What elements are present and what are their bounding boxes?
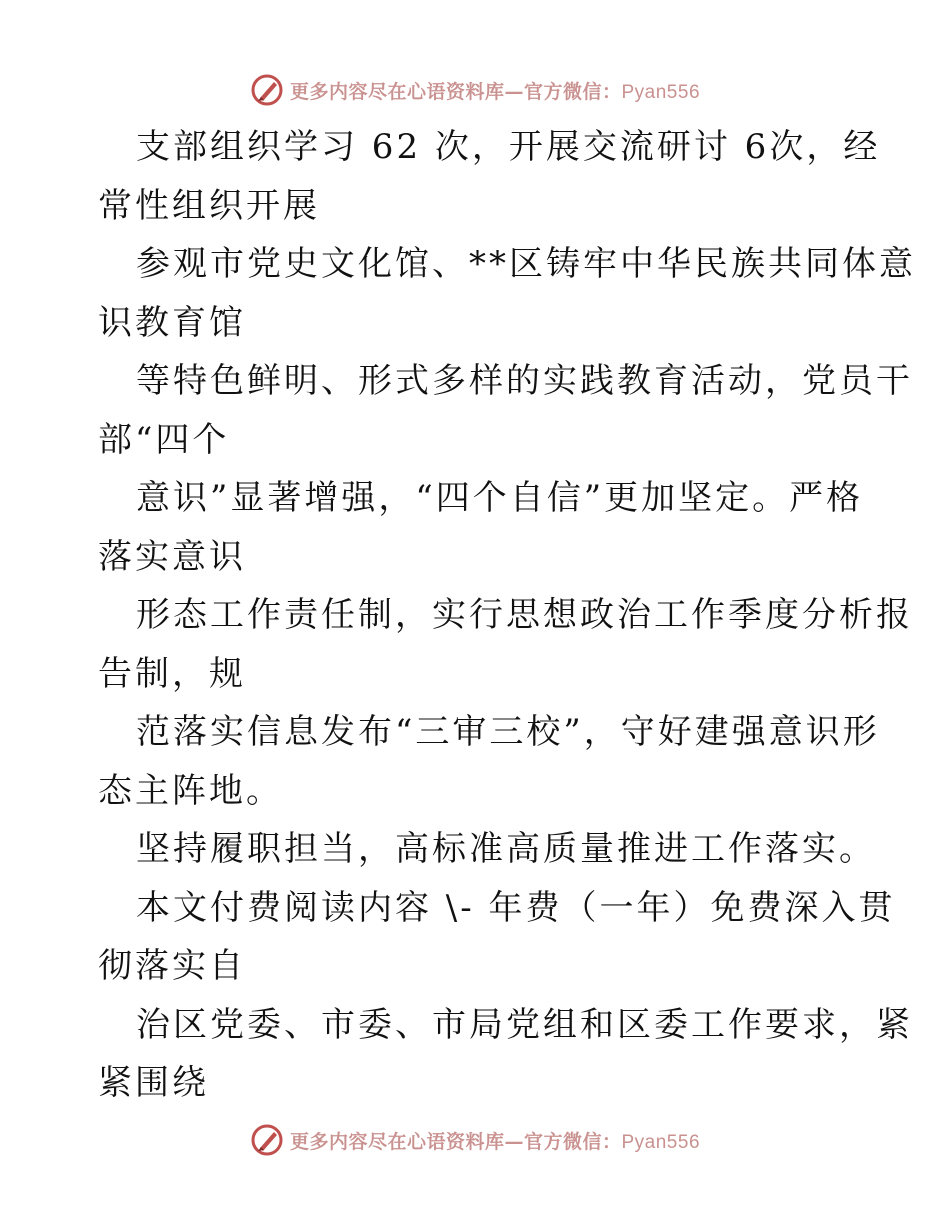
- paragraph-line: 形态工作责任制，实行思想政治工作季度分析报: [136, 595, 913, 635]
- paragraph: [98, 586, 913, 703]
- paragraph-line: 常性组织开展: [98, 185, 320, 226]
- paragraph-line: 治区党委、市委、市局党组和区委工作要求，紧: [136, 1004, 913, 1045]
- watermark-wechat-id: Pyan556: [621, 1131, 701, 1153]
- header-watermark: [0, 70, 950, 110]
- paragraph: [98, 352, 913, 469]
- paragraph-line: 等特色鲜明、形式多样的实践教育活动，党员干: [136, 361, 913, 401]
- watermark-site-text: 更多内容尽在心语资料库—官方微信：: [289, 1130, 622, 1153]
- paragraph-line: 识教育馆: [98, 302, 246, 343]
- paragraph: [98, 235, 916, 352]
- paragraph-line: 坚持履职担当，高标准高质量推进工作落实。: [136, 829, 876, 869]
- paragraph-line: 紧围绕: [98, 1063, 209, 1103]
- document-body: [98, 118, 916, 1113]
- watermark-text: [290, 1127, 700, 1154]
- paragraph: [98, 879, 896, 996]
- paragraph-line: 支部组织学习 62 次，开展交流研讨 6次，经: [136, 127, 881, 167]
- paragraph-line: 告制，规: [98, 653, 246, 694]
- footer-watermark: [0, 1120, 950, 1160]
- paragraph-line: 范落实信息发布“三审三校”，守好建强意识形: [136, 712, 880, 752]
- paragraph-line: 落实意识: [98, 536, 246, 577]
- watermark-text: [290, 77, 700, 104]
- watermark-site-text: 更多内容尽在心语资料库—官方微信：: [289, 80, 622, 103]
- paragraph-line: 本文付费阅读内容 \- 年费（一年）免费深入贯: [136, 887, 896, 928]
- paragraph: [98, 118, 881, 235]
- paragraph-line: 参观市党史文化馆、**区铸牢中华民族共同体意: [136, 244, 916, 284]
- watermark-wechat-id: Pyan556: [621, 81, 701, 103]
- paragraph-line: 态主阵地。: [98, 770, 283, 811]
- paragraph: [98, 820, 876, 879]
- paragraph: [98, 703, 880, 820]
- paragraph-line: 彻落实自: [98, 946, 246, 986]
- pen-quill-logo-icon: [250, 73, 284, 107]
- paragraph: [98, 996, 913, 1113]
- paragraph-line: 部“四个: [98, 419, 230, 460]
- pen-quill-logo-icon: [250, 1123, 284, 1157]
- paragraph: [98, 469, 864, 586]
- paragraph-line: 意识”显著增强，“四个自信”更加坚定。严格: [136, 478, 864, 518]
